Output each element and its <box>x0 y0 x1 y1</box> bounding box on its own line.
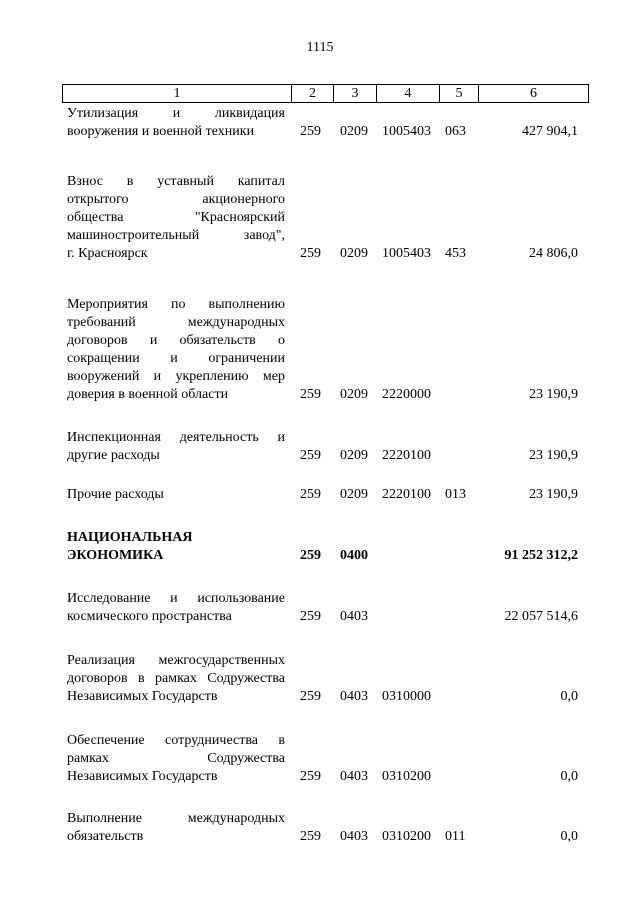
row-cell-c2: 259 <box>300 246 321 261</box>
row-cell-c3: 0403 <box>340 829 368 844</box>
row-cell-c2: 259 <box>300 448 321 463</box>
row-name <box>67 296 285 404</box>
row-name-line: машиностроительный завод", <box>67 228 285 243</box>
row-name-line: Независимых Государств <box>67 689 218 704</box>
table-row <box>0 429 640 465</box>
row-name-line: общества "Красноярский <box>67 210 285 225</box>
row-cell-c6: 23 190,9 <box>529 448 578 463</box>
row-cell-c6: 0,0 <box>560 769 578 784</box>
table-row <box>0 173 640 263</box>
page-number: 1115 <box>306 40 334 55</box>
row-name-line: Мероприятия по выполнению <box>67 297 285 312</box>
row-name-line: Независимых Государств <box>67 769 218 784</box>
row-name-line: г. Красноярск <box>67 246 148 261</box>
row-name-line: Взнос в уставный капитал <box>67 174 285 189</box>
table-row <box>0 105 640 141</box>
table-row <box>0 732 640 786</box>
row-name-line: Выполнение международных <box>67 811 285 826</box>
row-name-line: рамках Содружества <box>67 751 285 766</box>
row-name-line: ЭКОНОМИКА <box>67 548 164 563</box>
row-cell-c3: 0209 <box>340 124 368 139</box>
row-name-line: вооружения и военной техники <box>67 124 255 139</box>
row-name <box>67 529 285 565</box>
row-cell-c2: 259 <box>300 487 321 502</box>
row-cell-c2: 259 <box>300 548 321 563</box>
row-name-line: Инспекционная деятельность и <box>67 430 285 445</box>
row-name-line: требований международных <box>67 315 285 330</box>
row-cell-c4: 0310200 <box>382 769 431 784</box>
table-row <box>0 590 640 626</box>
column-number-5: 5 <box>439 85 478 102</box>
row-name-line: обязательств <box>67 829 144 844</box>
row-cell-c2: 259 <box>300 124 321 139</box>
column-number-6: 6 <box>478 85 588 102</box>
row-name-line: сокращении и ограничении <box>67 351 285 366</box>
row-cell-c2: 259 <box>300 769 321 784</box>
row-cell-c6: 22 057 514,6 <box>504 609 578 624</box>
table-row <box>0 529 640 565</box>
row-name <box>67 105 285 141</box>
row-cell-c2: 259 <box>300 387 321 402</box>
row-cell-c3: 0403 <box>340 609 368 624</box>
row-name-line: вооружений и укреплению мер <box>67 369 285 384</box>
row-name <box>67 486 285 504</box>
row-cell-c2: 259 <box>300 689 321 704</box>
row-cell-c6: 23 190,9 <box>529 487 578 502</box>
row-cell-c4: 1005403 <box>382 124 431 139</box>
column-number-1: 1 <box>173 86 181 101</box>
row-cell-c4: 2220100 <box>382 487 431 502</box>
row-cell-c2: 259 <box>300 829 321 844</box>
row-cell-c6: 0,0 <box>560 689 578 704</box>
row-cell-c6: 23 190,9 <box>529 387 578 402</box>
row-cell-c4: 0310200 <box>382 829 431 844</box>
row-cell-c3: 0403 <box>340 689 368 704</box>
column-number-header <box>62 84 589 103</box>
table-row <box>0 486 640 504</box>
row-name-line: Реализация межгосударственных <box>67 653 285 668</box>
row-cell-c3: 0403 <box>340 769 368 784</box>
row-cell-c4: 1005403 <box>382 246 431 261</box>
row-cell-c6: 24 806,0 <box>529 246 578 261</box>
row-name <box>67 652 285 706</box>
row-name-line: Исследование и использование <box>67 591 285 606</box>
row-cell-c3: 0209 <box>340 387 368 402</box>
row-name <box>67 810 285 846</box>
row-cell-c6: 91 252 312,2 <box>504 548 578 563</box>
row-name-line: Обеспечение сотрудничества в <box>67 733 285 748</box>
column-number-4: 4 <box>376 85 439 102</box>
row-name <box>67 732 285 786</box>
row-name-line: другие расходы <box>67 448 160 463</box>
table-row <box>0 652 640 706</box>
row-name-line: Утилизация и ликвидация <box>67 106 285 121</box>
row-cell-c3: 0209 <box>340 487 368 502</box>
row-name-line: доверия в военной области <box>67 387 229 402</box>
table-row <box>0 296 640 404</box>
row-cell-c4: 0310000 <box>382 689 431 704</box>
row-cell-c4: 2220000 <box>382 387 431 402</box>
row-cell-c4: 2220100 <box>382 448 431 463</box>
column-number-2: 2 <box>291 85 333 102</box>
row-cell-c5: 453 <box>445 246 466 261</box>
row-cell-c3: 0400 <box>340 548 368 563</box>
row-cell-c6: 0,0 <box>560 829 578 844</box>
row-name <box>67 590 285 626</box>
row-cell-c3: 0209 <box>340 448 368 463</box>
row-name-line: Прочие расходы <box>67 487 164 502</box>
row-name-line: договоров в рамках Содружества <box>67 671 285 686</box>
row-cell-c3: 0209 <box>340 246 368 261</box>
row-name-line: космического пространства <box>67 609 232 624</box>
row-cell-c5: 063 <box>445 124 466 139</box>
row-name-line: договоров и обязательств о <box>67 333 285 348</box>
row-cell-c6: 427 904,1 <box>522 124 578 139</box>
row-name <box>67 429 285 465</box>
row-cell-c5: 011 <box>445 829 466 844</box>
row-cell-c2: 259 <box>300 609 321 624</box>
row-cell-c5: 013 <box>445 487 466 502</box>
row-name-line: открытого акционерного <box>67 192 285 207</box>
column-number-3: 3 <box>333 85 376 102</box>
table-row <box>0 810 640 846</box>
row-name-line: НАЦИОНАЛЬНАЯ <box>67 530 193 545</box>
row-name <box>67 173 285 263</box>
